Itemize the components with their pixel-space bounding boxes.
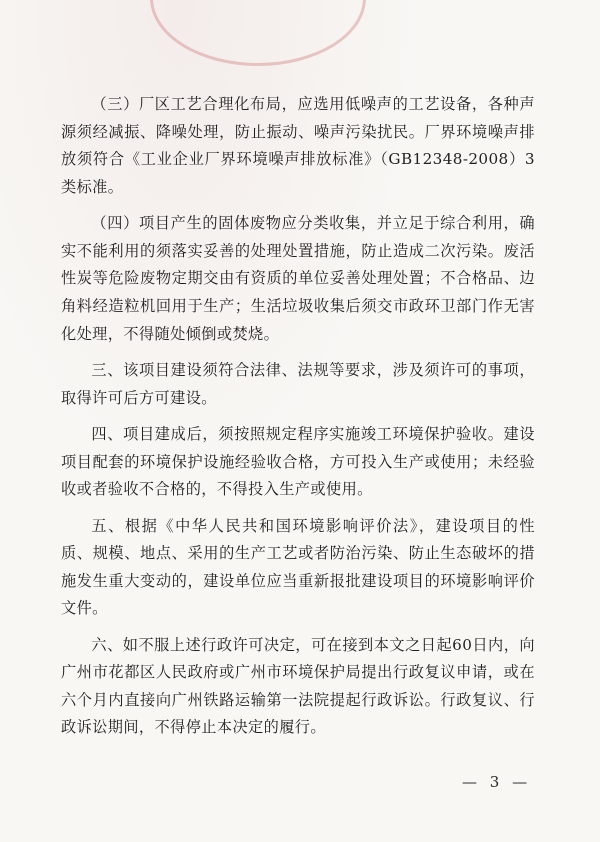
paragraph-legal-compliance: 三、该项目建设须符合法律、法规等要求，涉及须许可的事项，取得许可后方可建设。 (61, 360, 535, 407)
paragraph-noise-control: （三）厂区工艺合理化布局，应选用低噪声的工艺设备，各种声源须经减振、降噪处理，防止振动、噪声污染扰民。厂界环境噪声排放须符合《工业企业厂界环境噪声排放标准》（GB12348-2008）3类标准。 (61, 95, 535, 196)
paragraph-solid-waste: （四）项目产生的固体废物应分类收集，并立足于综合利用，确实不能利用的须落实妥善的处理处置措施，防止造成二次污染。废活性炭等危险废物定期交由有资质的单位妥善处理处置；不合格品、边角料经造粒机回用于生产；生活垃圾收集后须交市政环卫部门作无害化处理，不得随处倾倒或焚烧。 (61, 214, 535, 343)
paragraph-acceptance-inspection: 四、项目建成后，须按照规定程序实施竣工环境保护验收。建设项目配套的环境保护设施经验收合格，方可投入生产或使用；未经验收或者验收不合格的，不得投入生产或使用。 (61, 424, 535, 499)
paragraph-major-changes: 五、根据《中华人民共和国环境影响评价法》，建设项目的性质、规模、地点、采用的生产工艺或者防治污染、防止生态破坏的措施发生重大变动的，建设单位应当重新报批建设项目的环境影响评价文件。 (61, 516, 535, 618)
document-body (61, 91, 535, 751)
paragraph-appeal-rights: 六、如不服上述行政许可决定，可在接到本文之日起60日内，向广州市花都区人民政府或广州市环境保护局提出行政复议申请，或在六个月内直接向广州铁路运输第一法院提起行政诉讼。行政复议、行政诉讼期间，不得停止本决定的履行。 (61, 635, 535, 737)
page-number: — 3 — (462, 773, 532, 791)
seal-stamp-fragment (150, 0, 366, 66)
